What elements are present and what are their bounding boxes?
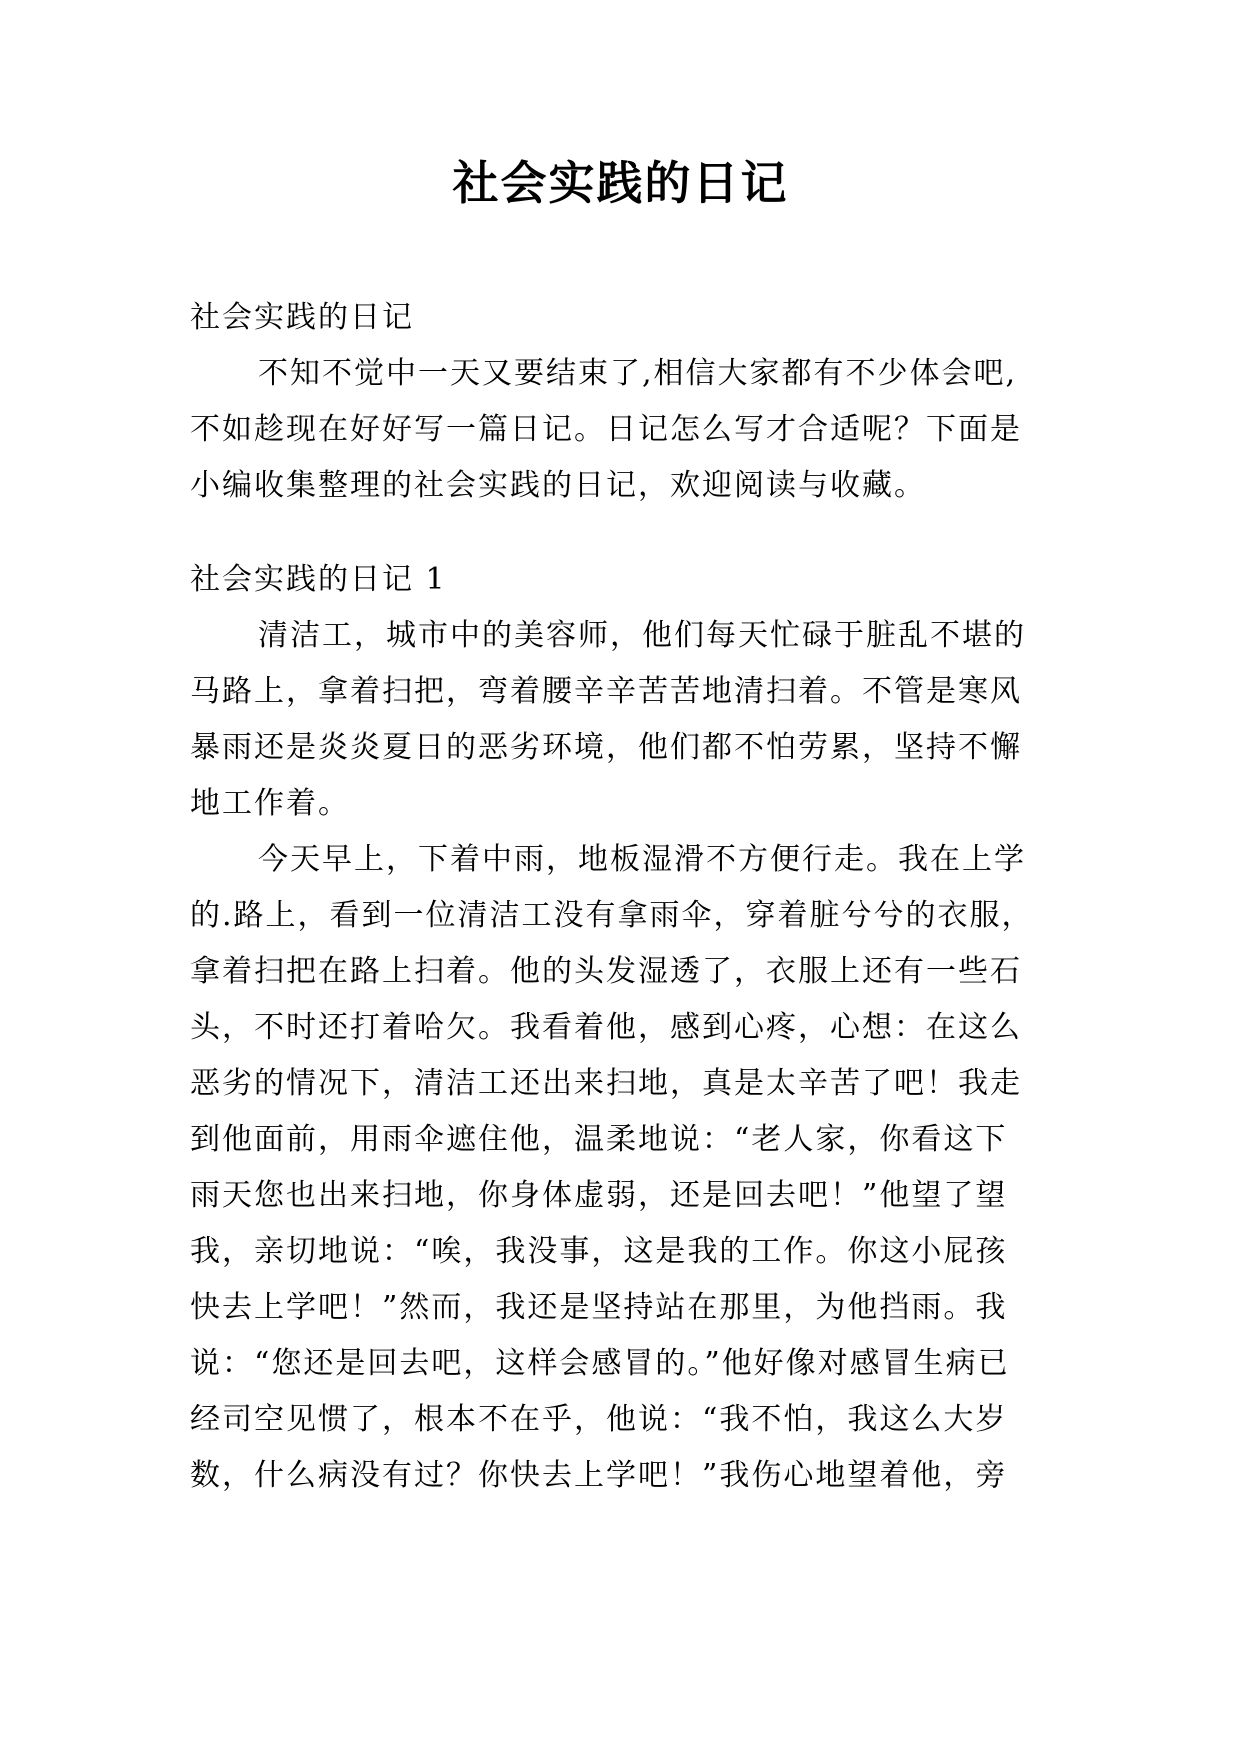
paragraph-line: 地工作着。 bbox=[190, 786, 350, 821]
section-heading: 社会实践的日记 1 bbox=[190, 562, 447, 597]
document-body bbox=[190, 290, 1065, 1504]
paragraph-line: 今天早上，下着中雨，地板湿滑不方便行走。我在上学 bbox=[258, 842, 1026, 877]
paragraph-line: 到他面前，用雨伞遮住他，温柔地说：“老人家，你看这下 bbox=[190, 1122, 1008, 1157]
paragraph-line: 清洁工，城市中的美容师，他们每天忙碌于脏乱不堪的 bbox=[258, 618, 1026, 653]
paragraph-line: 快去上学吧！”然而，我还是坚持站在那里，为他挡雨。我 bbox=[190, 1290, 1008, 1325]
paragraph-spacer bbox=[190, 514, 1065, 552]
paragraph-2 bbox=[190, 832, 1065, 1504]
intro-line: 小编收集整理的社会实践的日记，欢迎阅读与收藏。 bbox=[190, 468, 926, 503]
paragraph-line: 我，亲切地说：“唉，我没事，这是我的工作。你这小屁孩 bbox=[190, 1234, 1008, 1269]
paragraph-1 bbox=[190, 608, 1065, 832]
paragraph-line: 头，不时还打着哈欠。我看着他，感到心疼，心想：在这么 bbox=[190, 1010, 1022, 1045]
paragraph-line: 拿着扫把在路上扫着。他的头发湿透了，衣服上还有一些石 bbox=[190, 954, 1022, 989]
paragraph-line: 经司空见惯了，根本不在乎，他说：“我不怕，我这么大岁 bbox=[190, 1402, 1008, 1437]
paragraph-line: 数，什么病没有过？你快去上学吧！”我伤心地望着他，旁 bbox=[190, 1458, 1008, 1493]
paragraph-line: 说：“您还是回去吧，这样会感冒的。”他好像对感冒生病已 bbox=[190, 1346, 1010, 1381]
intro-paragraph bbox=[190, 346, 1065, 514]
paragraph-line: 雨天您也出来扫地，你身体虚弱，还是回去吧！”他望了望 bbox=[190, 1178, 1008, 1213]
paragraph-line: 恶劣的情况下，清洁工还出来扫地，真是太辛苦了吧！我走 bbox=[190, 1066, 1022, 1101]
paragraph-line: 马路上，拿着扫把，弯着腰辛辛苦苦地清扫着。不管是寒风 bbox=[190, 674, 1022, 709]
paragraph-line: 暴雨还是炎炎夏日的恶劣环境，他们都不怕劳累，坚持不懈 bbox=[190, 730, 1022, 765]
document-title: 社会实践的日记 bbox=[452, 156, 789, 210]
paragraph-line: 的.路上，看到一位清洁工没有拿雨伞，穿着脏兮兮的衣服， bbox=[190, 898, 1034, 933]
intro-line: 不知不觉中一天又要结束了,相信大家都有不少体会吧, bbox=[258, 356, 1018, 391]
intro-heading: 社会实践的日记 bbox=[190, 300, 414, 335]
intro-line: 不如趁现在好好写一篇日记。日记怎么写才合适呢？下面是 bbox=[190, 412, 1022, 447]
